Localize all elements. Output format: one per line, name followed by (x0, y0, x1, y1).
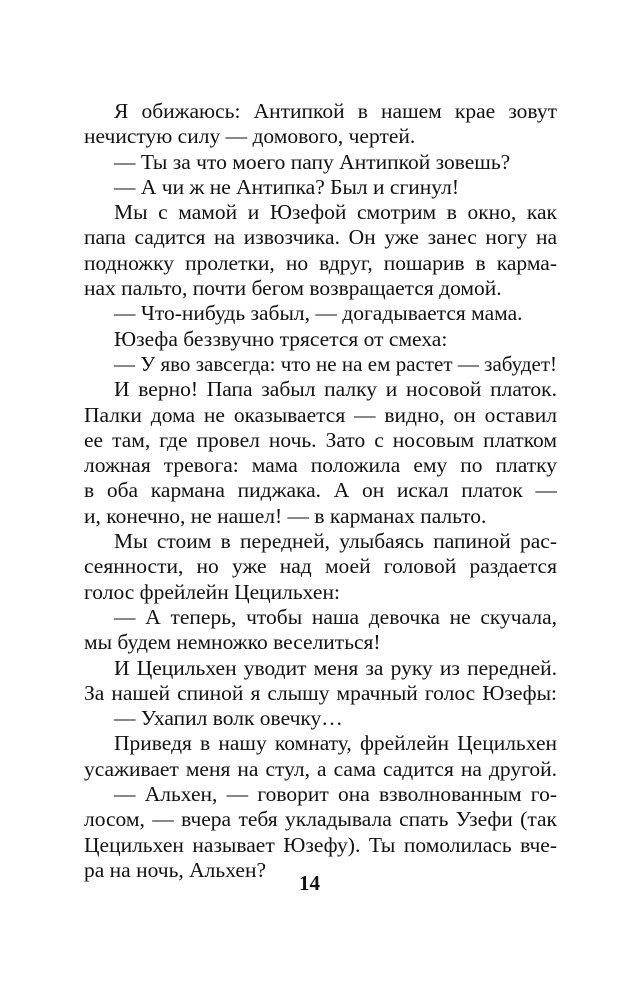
text-line: ее там, где провел ночь. Зато с носовым платком (84, 427, 557, 452)
text-line: подножку пролетки, но вдруг, пошарив в карма- (84, 250, 557, 275)
text-line: Мы стоим в передней, улыбаясь папиной рас- (114, 529, 557, 554)
text-line: сеянности, но уже над моей головой раздается (84, 554, 557, 579)
text-line: ложная тревога: мама положила ему по платку (84, 453, 557, 478)
text-line: — А чи ж не Антипка? Был и сгинул! (114, 174, 459, 199)
text-line: Палки дома не оказывается — видно, он оставил (84, 402, 557, 427)
text-line: Юзефа беззвучно трясется от смеха: (114, 326, 448, 351)
text-line: — Что-нибудь забыл, — догадывается мама. (114, 301, 523, 326)
text-line: голос фрейлейн Цецильхен: (84, 579, 340, 604)
text-line: Приведя в нашу комнату, фрейлейн Цецильхен (114, 731, 557, 756)
text-line: — Ухапил волк овечку… (114, 706, 343, 731)
text-line: И верно! Папа забыл палку и носовой платок. (114, 377, 557, 402)
body-text (84, 99, 557, 883)
text-line: Цецильхен называет Юзефу). Ты помолилась вче- (84, 832, 557, 857)
text-line: За нашей спиной я слышу мрачный голос Юзефы: (84, 680, 557, 705)
text-line: — Альхен, — говорит она взволнованным го- (114, 782, 557, 807)
page-number: 14 (299, 871, 320, 895)
text-line: нах пальто, почти бегом возвращается домой. (84, 276, 502, 301)
text-line: Я обижаюсь: Антипкой в нашем крае зовут (114, 99, 557, 123)
text-line: лосом, — вчера тебя укладывала спать Узефи (так (84, 807, 557, 832)
text-line: Мы с мамой и Юзефой смотрим в окно, как (114, 200, 557, 225)
text-line: ра на ночь, Альхен? (84, 857, 267, 882)
text-line: нечистую силу — домового, чертей. (84, 124, 416, 149)
text-line: в оба кармана пиджака. А он искал платок — (84, 478, 557, 503)
text-line: папа садится на извозчика. Он уже занес ногу на (84, 225, 557, 250)
text-line: мы будем немножко веселиться! (84, 630, 381, 655)
text-line: усаживает меня на стул, а сама садится на другой. (84, 756, 557, 781)
text-line: — Ты за что моего папу Антипкой зовешь? (114, 149, 511, 174)
text-line: — У яво завсегда: что не на ем растет — забудет! (114, 351, 557, 376)
text-line: — А теперь, чтобы наша девочка не скучала, (114, 604, 557, 629)
text-line: и, конечно, не нашел! — в карманах пальто. (84, 503, 487, 528)
text-line: И Цецильхен уводит меня за руку из передней. (114, 655, 557, 680)
